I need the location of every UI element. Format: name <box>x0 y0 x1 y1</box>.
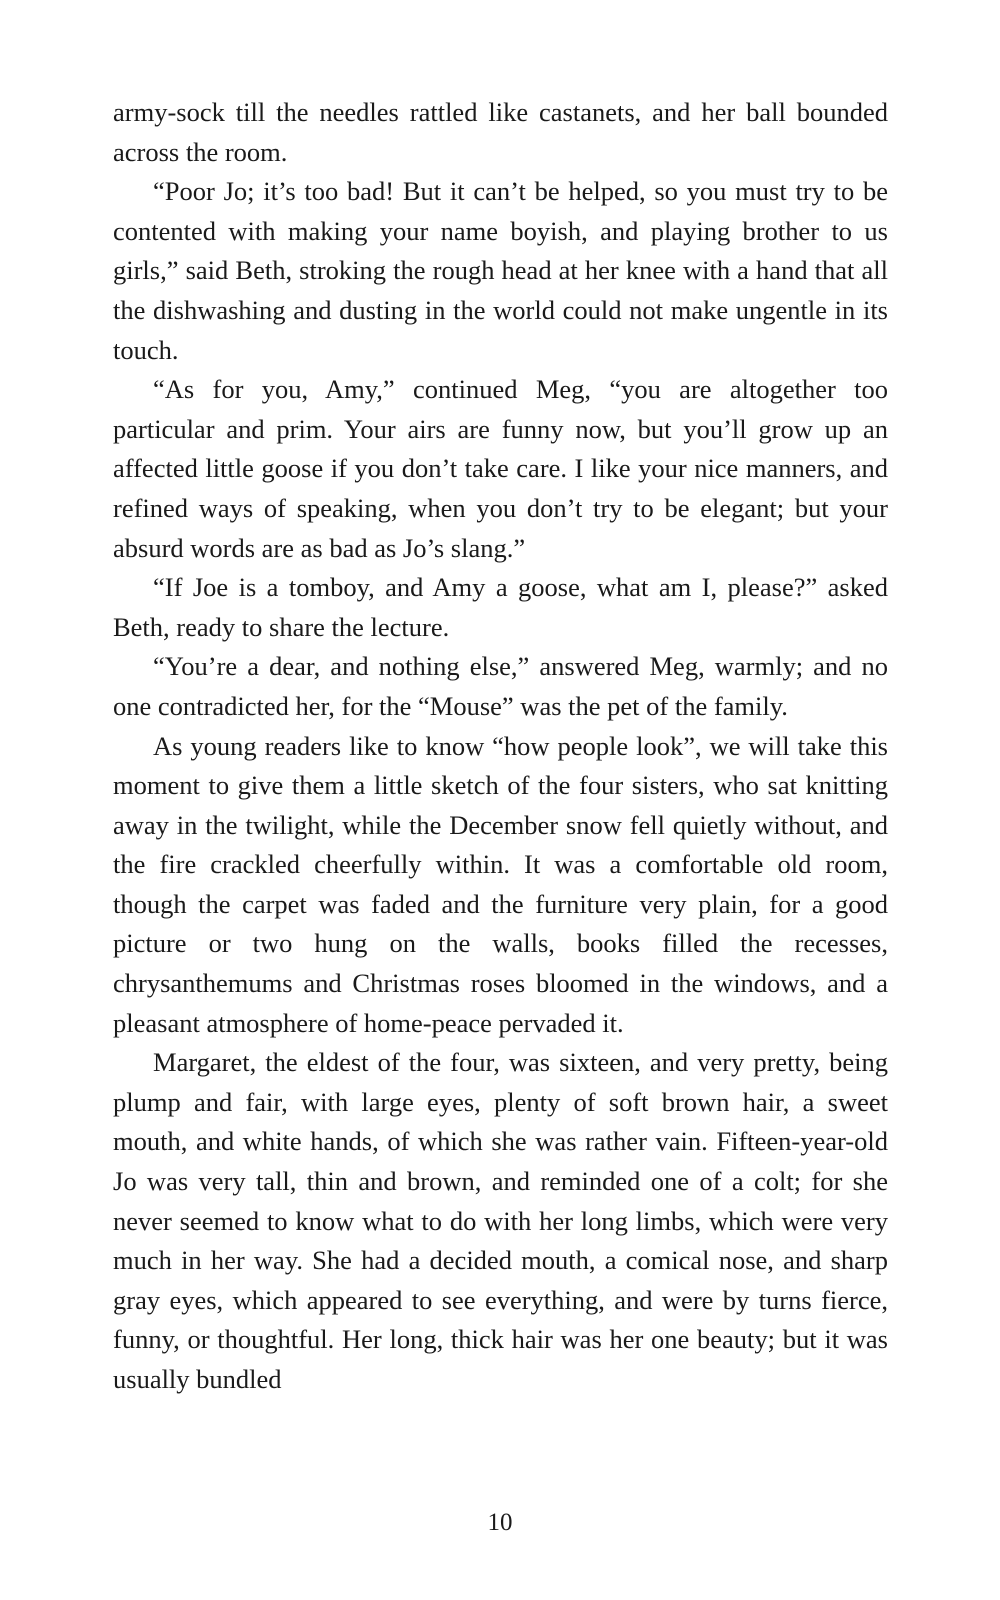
paragraph-continuation: army-sock till the needles rattled like castanets, and her ball bounded across the room. <box>113 97 888 167</box>
body-text <box>113 93 888 1400</box>
paragraph: “Poor Jo; it’s too bad! But it can’t be helped, so you must try to be contented with making your name boyish, and playing brother to us girls,” said Beth, stroking the rough head at her knee with a hand that all the dishwashing and dusting in the world could not make ungentle in its touch. <box>113 176 888 365</box>
paragraph: “As for you, Amy,” continued Meg, “you are altogether too particular and prim. Your airs are funny now, but you’ll grow up an affected little goose if you don’t take care. I like your nice manners, and refined ways of speaking, when you don’t try to be elegant; but your absurd words are as bad as Jo’s slang.” <box>113 374 888 563</box>
page-number: 10 <box>487 1509 513 1536</box>
paragraph: “If Joe is a tomboy, and Amy a goose, what am I, please?” asked Beth, ready to share the lecture. <box>113 572 888 642</box>
paragraph: Margaret, the eldest of the four, was sixteen, and very pretty, being plump and fair, with large eyes, plenty of soft brown hair, a sweet mouth, and white hands, of which she was rather vain. Fifteen-year-old Jo was very tall, thin and brown, and reminded one of a colt; for she never seemed to know what to do with her long limbs, which were very much in her way. She had a decided mouth, a comical nose, and sharp gray eyes, which appeared to see everything, and were by turns fierce, funny, or thoughtful. Her long, thick hair was her one beauty; but it was usually bundled <box>113 1047 888 1394</box>
paragraph: “You’re a dear, and nothing else,” answered Meg, warmly; and no one contradicted her, for the “Mouse” was the pet of the family. <box>113 651 888 721</box>
paragraph: As young readers like to know “how people look”, we will take this moment to give them a little sketch of the four sisters, who sat knitting away in the twilight, while the December snow fell quietly without, and the fire crackled cheerfully within. It was a comfortable old room, though the carpet was faded and the furniture very plain, for a good picture or two hung on the walls, books filled the recesses, chrysanthemums and Christmas roses bloomed in the windows, and a pleasant atmosphere of home-peace pervaded it. <box>113 730 888 1038</box>
